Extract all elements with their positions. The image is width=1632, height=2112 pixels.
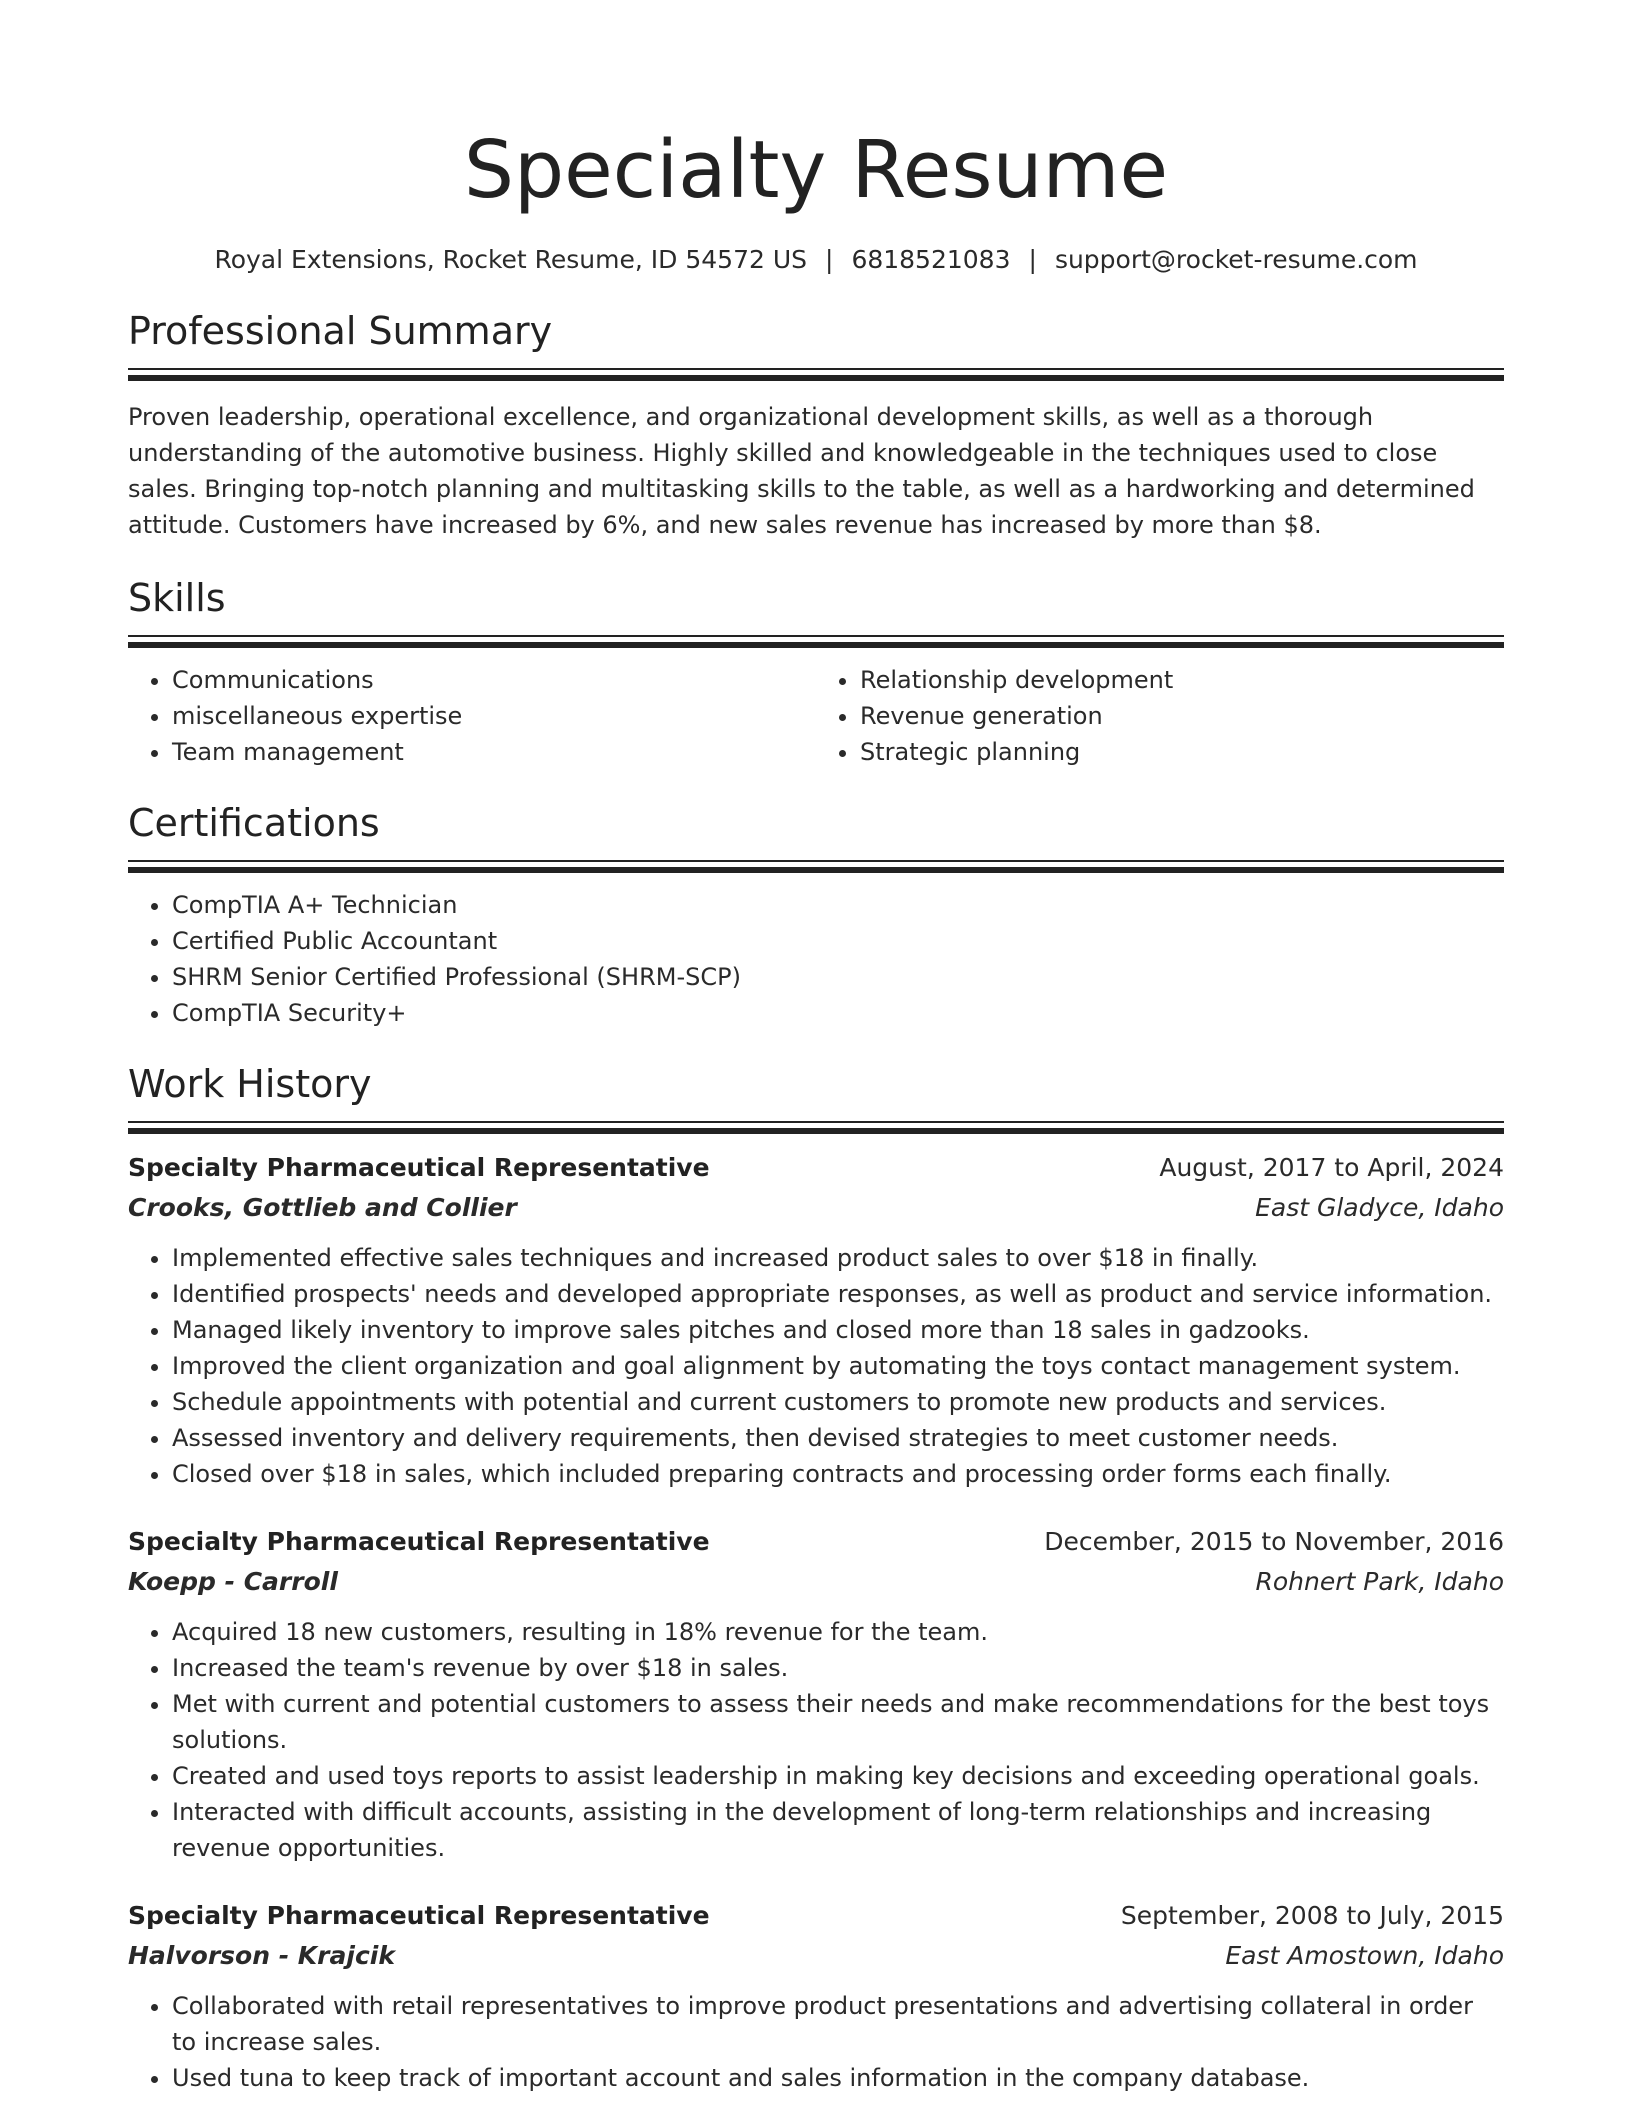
job-bullet: • Used tuna to keep track of important account and sales information in the company database. <box>172 2060 1504 2096</box>
job-company: Crooks, Gottlieb and Collier <box>128 1193 517 1222</box>
job-location: Rohnert Park, Idaho <box>1255 1567 1504 1596</box>
job-bullet: • Implemented effective sales techniques and increased product sales to over $18 in finally. <box>172 1240 1504 1276</box>
certification-item: • CompTIA A+ Technician <box>172 887 1504 923</box>
certification-item: • Certified Public Accountant <box>172 923 1504 959</box>
job-bullet: • Assessed inventory and delivery requirements, then devised strategies to meet customer needs. <box>172 1420 1504 1456</box>
job-bullet: • Improved the client organization and goal alignment by automating the toys contact management system. <box>172 1348 1504 1384</box>
job-entry <box>128 1148 1504 1492</box>
job-entry <box>128 1522 1504 1866</box>
job-title: Specialty Pharmaceutical Representative <box>128 1527 710 1556</box>
contact-line <box>128 242 1504 278</box>
job-dates: December, 2015 to November, 2016 <box>1044 1527 1504 1556</box>
job-location: East Amostown, Idaho <box>1225 1941 1504 1970</box>
resume-name: Specialty Resume <box>463 124 1169 216</box>
job-bullets <box>128 1988 1504 2096</box>
job-location: East Gladyce, Idaho <box>1255 1193 1504 1222</box>
job-bullet: • Collaborated with retail representatives to improve product presentations and advertising collateral in order to increase sales. <box>172 1988 1504 2060</box>
job-entry <box>128 1896 1504 2096</box>
certifications-list <box>128 887 1504 1031</box>
skill-item: • Strategic planning <box>860 734 1504 770</box>
skills-columns <box>128 662 1504 770</box>
contact-email: support@rocket-resume.com <box>1054 245 1418 274</box>
job-company: Koepp - Carroll <box>128 1567 338 1596</box>
job-bullet: • Increased the team's revenue by over $18 in sales. <box>172 1650 1504 1686</box>
job-dates: August, 2017 to April, 2024 <box>1159 1153 1504 1182</box>
section-title-work-history: Work History <box>128 1062 372 1106</box>
section-divider <box>128 635 1504 648</box>
job-company: Halvorson - Krajcik <box>128 1941 395 1970</box>
skill-item: • miscellaneous expertise <box>172 698 816 734</box>
section-divider <box>128 368 1504 381</box>
job-header <box>128 1522 1504 1562</box>
job-header <box>128 1148 1504 1188</box>
skill-item: • Team management <box>172 734 816 770</box>
job-bullet: • Identified prospects' needs and developed appropriate responses, as well as product and service information. <box>172 1276 1504 1312</box>
job-subheader <box>128 1188 1504 1228</box>
contact-address: Royal Extensions, Rocket Resume, ID 54572 US <box>214 245 807 274</box>
job-bullet: • Schedule appointments with potential and current customers to promote new products and services. <box>172 1384 1504 1420</box>
job-bullet: • Managed likely inventory to improve sales pitches and closed more than 18 sales in gadzooks. <box>172 1312 1504 1348</box>
work-history-section <box>128 1059 1504 2096</box>
section-divider <box>128 860 1504 873</box>
contact-separator: | <box>825 245 834 274</box>
job-bullet: • Closed over $18 in sales, which included preparing contracts and processing order forms each finally. <box>172 1456 1504 1492</box>
resume-page <box>128 118 1504 2096</box>
job-header <box>128 1896 1504 1936</box>
section-divider <box>128 1121 1504 1134</box>
certification-item: • CompTIA Security+ <box>172 995 1504 1031</box>
section-title-summary: Professional Summary <box>128 309 553 353</box>
job-subheader <box>128 1936 1504 1976</box>
section-title-certifications: Certifications <box>128 801 380 845</box>
section-title-skills: Skills <box>128 576 226 620</box>
job-subheader <box>128 1562 1504 1602</box>
summary-section <box>128 306 1504 543</box>
skills-list-right <box>816 662 1504 770</box>
job-bullet: • Met with current and potential customers to assess their needs and make recommendations for the best toys solutions. <box>172 1686 1504 1758</box>
skill-item: • Relationship development <box>860 662 1504 698</box>
skills-list-left <box>128 662 816 770</box>
job-bullet: • Interacted with difficult accounts, assisting in the development of long-term relationships and increasing revenue opportunities. <box>172 1794 1504 1866</box>
job-bullet: • Created and used toys reports to assist leadership in making key decisions and exceeding operational goals. <box>172 1758 1504 1794</box>
job-title: Specialty Pharmaceutical Representative <box>128 1901 710 1930</box>
skill-item: • Communications <box>172 662 816 698</box>
skill-item: • Revenue generation <box>860 698 1504 734</box>
job-bullets <box>128 1240 1504 1492</box>
job-bullets <box>128 1614 1504 1866</box>
certifications-section <box>128 798 1504 1031</box>
job-bullet: • Acquired 18 new customers, resulting in 18% revenue for the team. <box>172 1614 1504 1650</box>
contact-separator: | <box>1028 245 1037 274</box>
skills-section <box>128 573 1504 770</box>
summary-text: Proven leadership, operational excellence, and organizational development skills, as well as a thorough understanding of the automotive business. Highly skilled and knowledgeable in the techniques used to close sales. Bringing top-notch planning and multitasking skills to the table, as well as a hardworking and determined attitude. Customers have increased by 6%, and new sales revenue has increased by more than $8. <box>128 403 1475 539</box>
contact-phone: 6818521083 <box>851 245 1011 274</box>
job-dates: September, 2008 to July, 2015 <box>1120 1901 1504 1930</box>
certification-item: • SHRM Senior Certified Professional (SHRM-SCP) <box>172 959 1504 995</box>
job-title: Specialty Pharmaceutical Representative <box>128 1153 710 1182</box>
